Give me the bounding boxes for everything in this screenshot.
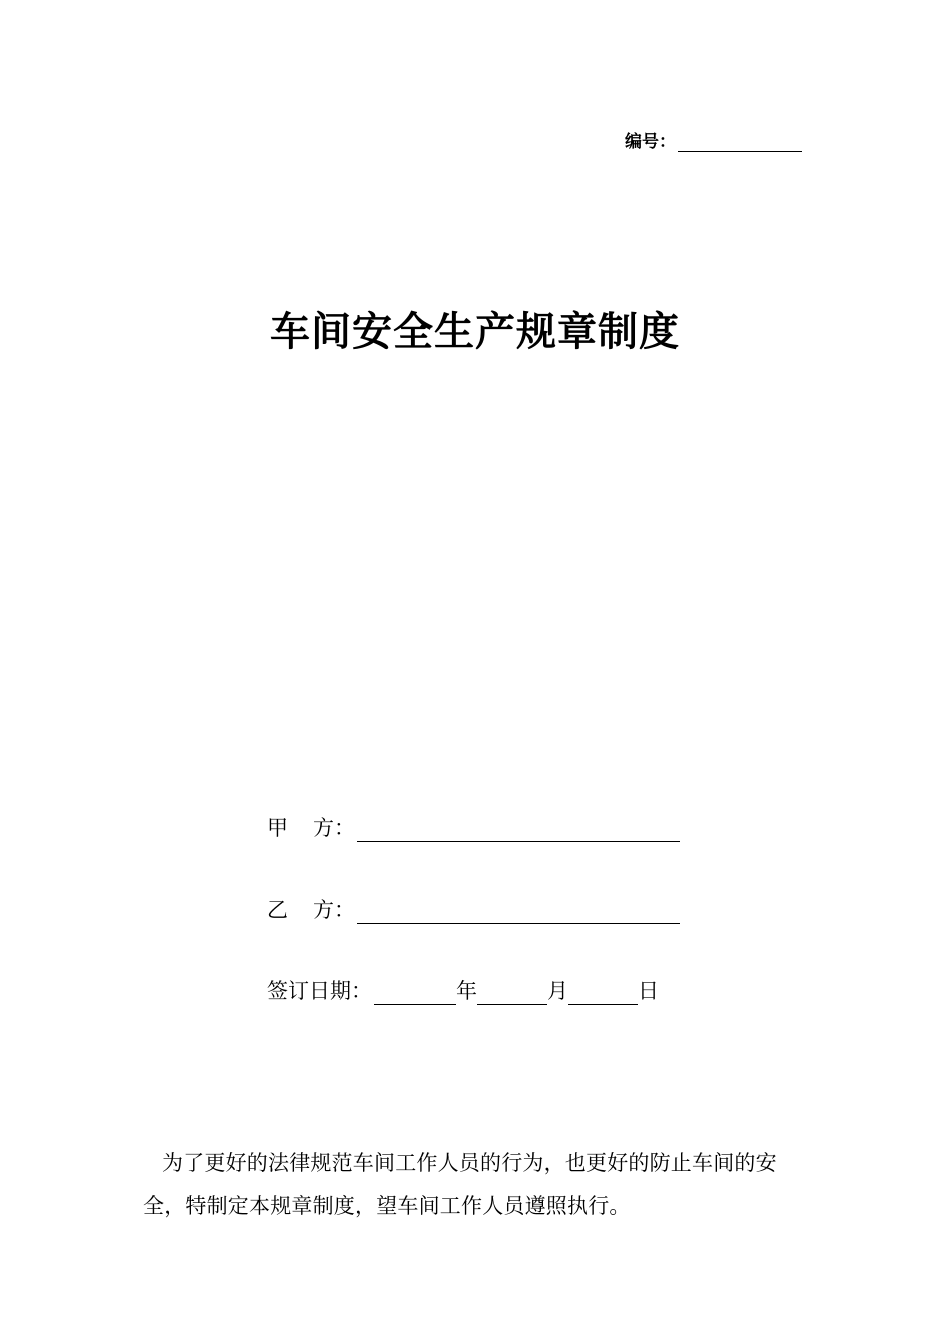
sign-date-year-blank — [374, 982, 456, 1005]
party-a-label-char: 甲 — [267, 816, 288, 840]
document-number-blank — [678, 131, 802, 152]
sign-date-day-label: 日 — [638, 979, 659, 1003]
party-a-field — [267, 812, 680, 842]
document-number — [625, 124, 802, 152]
sign-date-year-label: 年 — [456, 979, 477, 1003]
sign-date-month-label: 月 — [547, 979, 568, 1003]
party-a-label-suffix: 方： — [313, 816, 355, 840]
party-b-field — [267, 894, 680, 924]
document-number-label: 编号： — [625, 132, 676, 152]
intro-paragraph: 为了更好的法律规范车间工作人员的行为，也更好的防止车间的安全，特制定本规章制度，望车间工作人员遵照执行。 — [143, 1151, 777, 1218]
sign-date-month-blank — [477, 982, 547, 1005]
sign-date-field — [267, 975, 659, 1005]
party-b-label-char: 乙 — [267, 898, 288, 922]
party-a-blank — [357, 819, 680, 842]
sign-date-label: 签订日期： — [267, 979, 372, 1003]
party-b-blank — [357, 901, 680, 924]
sign-date-day-blank — [568, 982, 638, 1005]
page-title: 车间安全生产规章制度 — [270, 308, 680, 355]
party-b-label-suffix: 方： — [313, 898, 355, 922]
